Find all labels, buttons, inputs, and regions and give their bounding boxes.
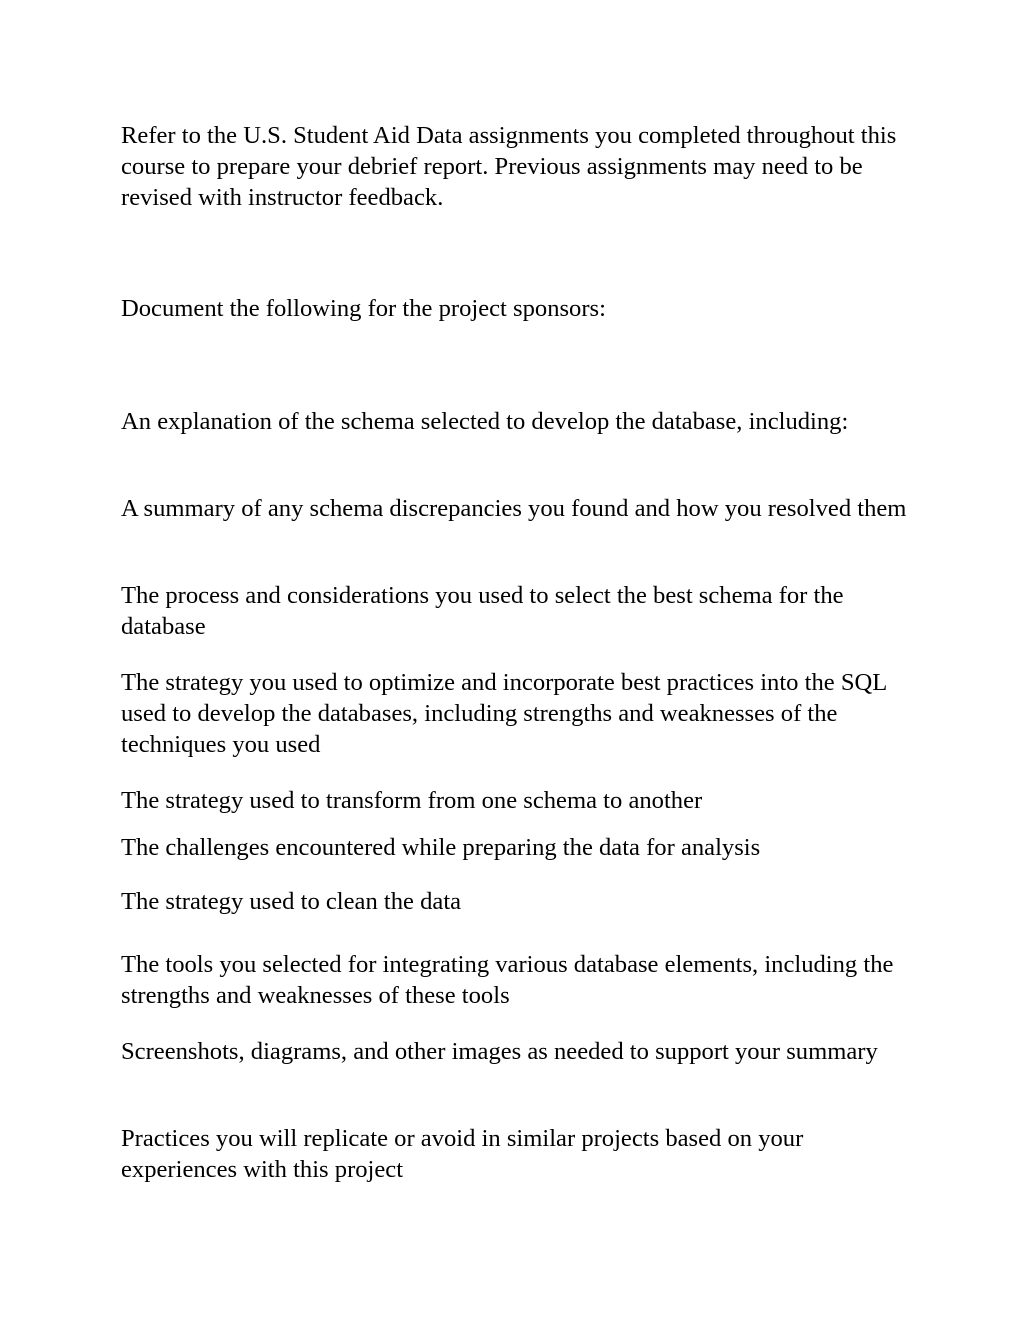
requirement-sql-optimization-strategy: The strategy you used to optimize and incorporate best practices into the SQL used to develop the databases, including strengths and weaknesses of the techniques you used bbox=[121, 669, 887, 758]
requirement-schema-discrepancies: A summary of any schema discrepancies you found and how you resolved them bbox=[121, 495, 907, 522]
requirement-practices-lessons: Practices you will replicate or avoid in similar projects based on your experiences with this project bbox=[121, 1125, 804, 1183]
requirement-data-preparation-challenges: The challenges encountered while preparing the data for analysis bbox=[121, 834, 761, 861]
requirement-data-cleaning-strategy: The strategy used to clean the data bbox=[121, 888, 462, 915]
requirement-schema-explanation: An explanation of the schema selected to develop the database, including: bbox=[121, 408, 849, 435]
requirement-schema-selection-process: The process and considerations you used to select the best schema for the database bbox=[121, 582, 844, 640]
intro-paragraph: Refer to the U.S. Student Aid Data assignments you completed throughout this course to prepare your debrief report. Previous assignments may need to be revised with instructor feedback. bbox=[121, 122, 897, 211]
requirement-integration-tools: The tools you selected for integrating various database elements, including the strengths and weaknesses of these tools bbox=[121, 951, 894, 1009]
instruction-heading: Document the following for the project sponsors: bbox=[121, 295, 606, 322]
requirement-schema-transform-strategy: The strategy used to transform from one schema to another bbox=[121, 787, 703, 814]
requirement-supporting-images: Screenshots, diagrams, and other images as needed to support your summary bbox=[121, 1038, 878, 1065]
